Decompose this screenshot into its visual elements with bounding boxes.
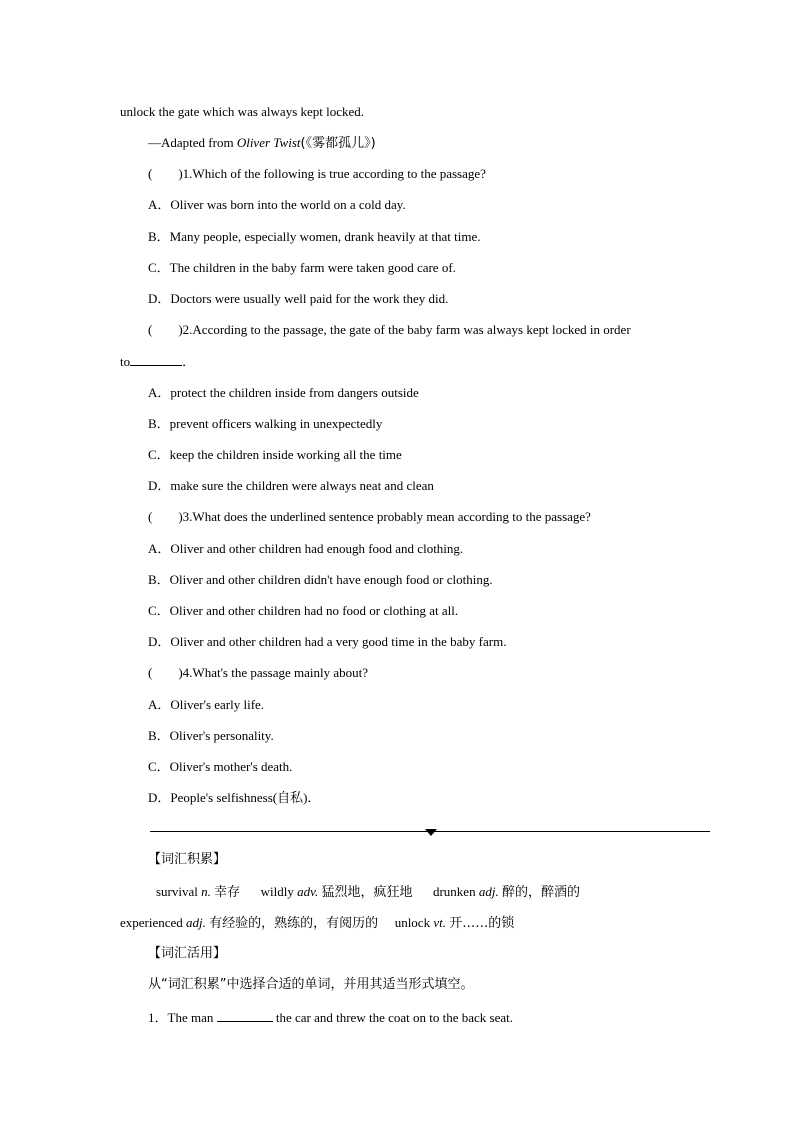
answer-blank-3[interactable]: ( ) xyxy=(148,509,183,524)
q3-option-c: C．Oliver and other children had no food or clothing at all. xyxy=(148,603,459,618)
question-2-stem: ( )2.According to the passage, the gate of the baby farm was always kept locked in order xyxy=(148,322,631,337)
usage-heading: 【词汇活用】 xyxy=(148,946,227,961)
vocab-word: survival xyxy=(156,884,198,899)
question-1-stem: ( )1.Which of the following is true according to the passage? xyxy=(148,166,486,181)
usage-instruction: 从“词汇积累”中选择合适的单词，并用其适当形式填空。 xyxy=(148,977,474,992)
source-prefix: —Adapted from xyxy=(148,135,237,150)
vocab-meaning: 猛烈地，疯狂地 xyxy=(321,885,413,900)
q2-option-b: B．prevent officers walking in unexpectedly xyxy=(148,416,383,431)
q2-option-a: A．protect the children inside from dangers outside xyxy=(148,385,419,400)
vocab-line-1 xyxy=(156,884,580,901)
q1-option-b: B．Many people, especially women, drank heavily at that time. xyxy=(148,229,481,244)
vocab-pos: adj. xyxy=(186,915,206,930)
vocab-meaning: 有经验的，熟练的，有阅历的 xyxy=(209,916,379,931)
q3-option-b: B．Oliver and other children didn't have enough food or clothing. xyxy=(148,572,493,587)
vocab-word: experienced xyxy=(120,915,183,930)
q4-option-d: D．People's selfishness(自私)． xyxy=(148,790,321,805)
source-title: Oliver Twist xyxy=(236,135,301,150)
answer-blank-2[interactable]: ( ) xyxy=(148,322,183,337)
fill-blank-usage-1[interactable] xyxy=(217,1009,273,1022)
q1-option-c: C．The children in the baby farm were taken good care of. xyxy=(148,260,456,275)
q1-option-a: A．Oliver was born into the world on a cold day. xyxy=(148,197,406,212)
vocab-heading: 【词汇积累】 xyxy=(148,852,227,867)
q4-option-a: A．Oliver's early life. xyxy=(148,697,265,712)
answer-blank-1[interactable]: ( ) xyxy=(148,166,183,181)
q3-option-a: A．Oliver and other children had enough food and clothing. xyxy=(148,541,464,556)
vocab-word: drunken xyxy=(432,884,476,899)
question-2-stem-continued: to ． xyxy=(120,354,196,369)
question-4-stem: ( )4.What's the passage mainly about? xyxy=(148,665,369,680)
divider-arrow-icon xyxy=(425,829,437,836)
vocab-word: wildly xyxy=(260,884,294,899)
passage-source xyxy=(148,135,376,152)
usage-item-1: 1．The man the car and threw the coat on to the back seat. xyxy=(148,1010,513,1025)
passage-last-line: unlock the gate which was always kept locked. xyxy=(120,104,365,119)
q2-option-c: C．keep the children inside working all the time xyxy=(148,447,402,462)
fill-blank-q2[interactable] xyxy=(130,353,182,366)
source-suffix: (《雾都孤儿》) xyxy=(300,136,376,151)
vocab-pos: adv. xyxy=(297,884,319,899)
vocab-meaning: 幸存 xyxy=(214,885,241,900)
vocab-word: unlock xyxy=(394,915,431,930)
vocab-meaning: 开……的锁 xyxy=(449,916,515,931)
vocab-pos: vt. xyxy=(433,915,446,930)
vocab-pos: adj. xyxy=(478,884,499,899)
vocab-meaning: 醉的，醉酒的 xyxy=(501,885,580,900)
question-3-stem: ( )3.What does the underlined sentence probably mean according to the passage? xyxy=(148,509,591,524)
q2-option-d: D．make sure the children were always neat and clean xyxy=(148,478,434,493)
q3-option-d: D．Oliver and other children had a very good time in the baby farm. xyxy=(148,634,507,649)
q1-option-d: D．Doctors were usually well paid for the work they did. xyxy=(148,291,449,306)
q4-option-b: B．Oliver's personality. xyxy=(148,728,274,743)
vocab-pos: n. xyxy=(201,884,211,899)
vocab-line-2 xyxy=(120,915,514,932)
answer-blank-4[interactable]: ( ) xyxy=(148,665,183,680)
q4-option-c: C．Oliver's mother's death. xyxy=(148,759,293,774)
